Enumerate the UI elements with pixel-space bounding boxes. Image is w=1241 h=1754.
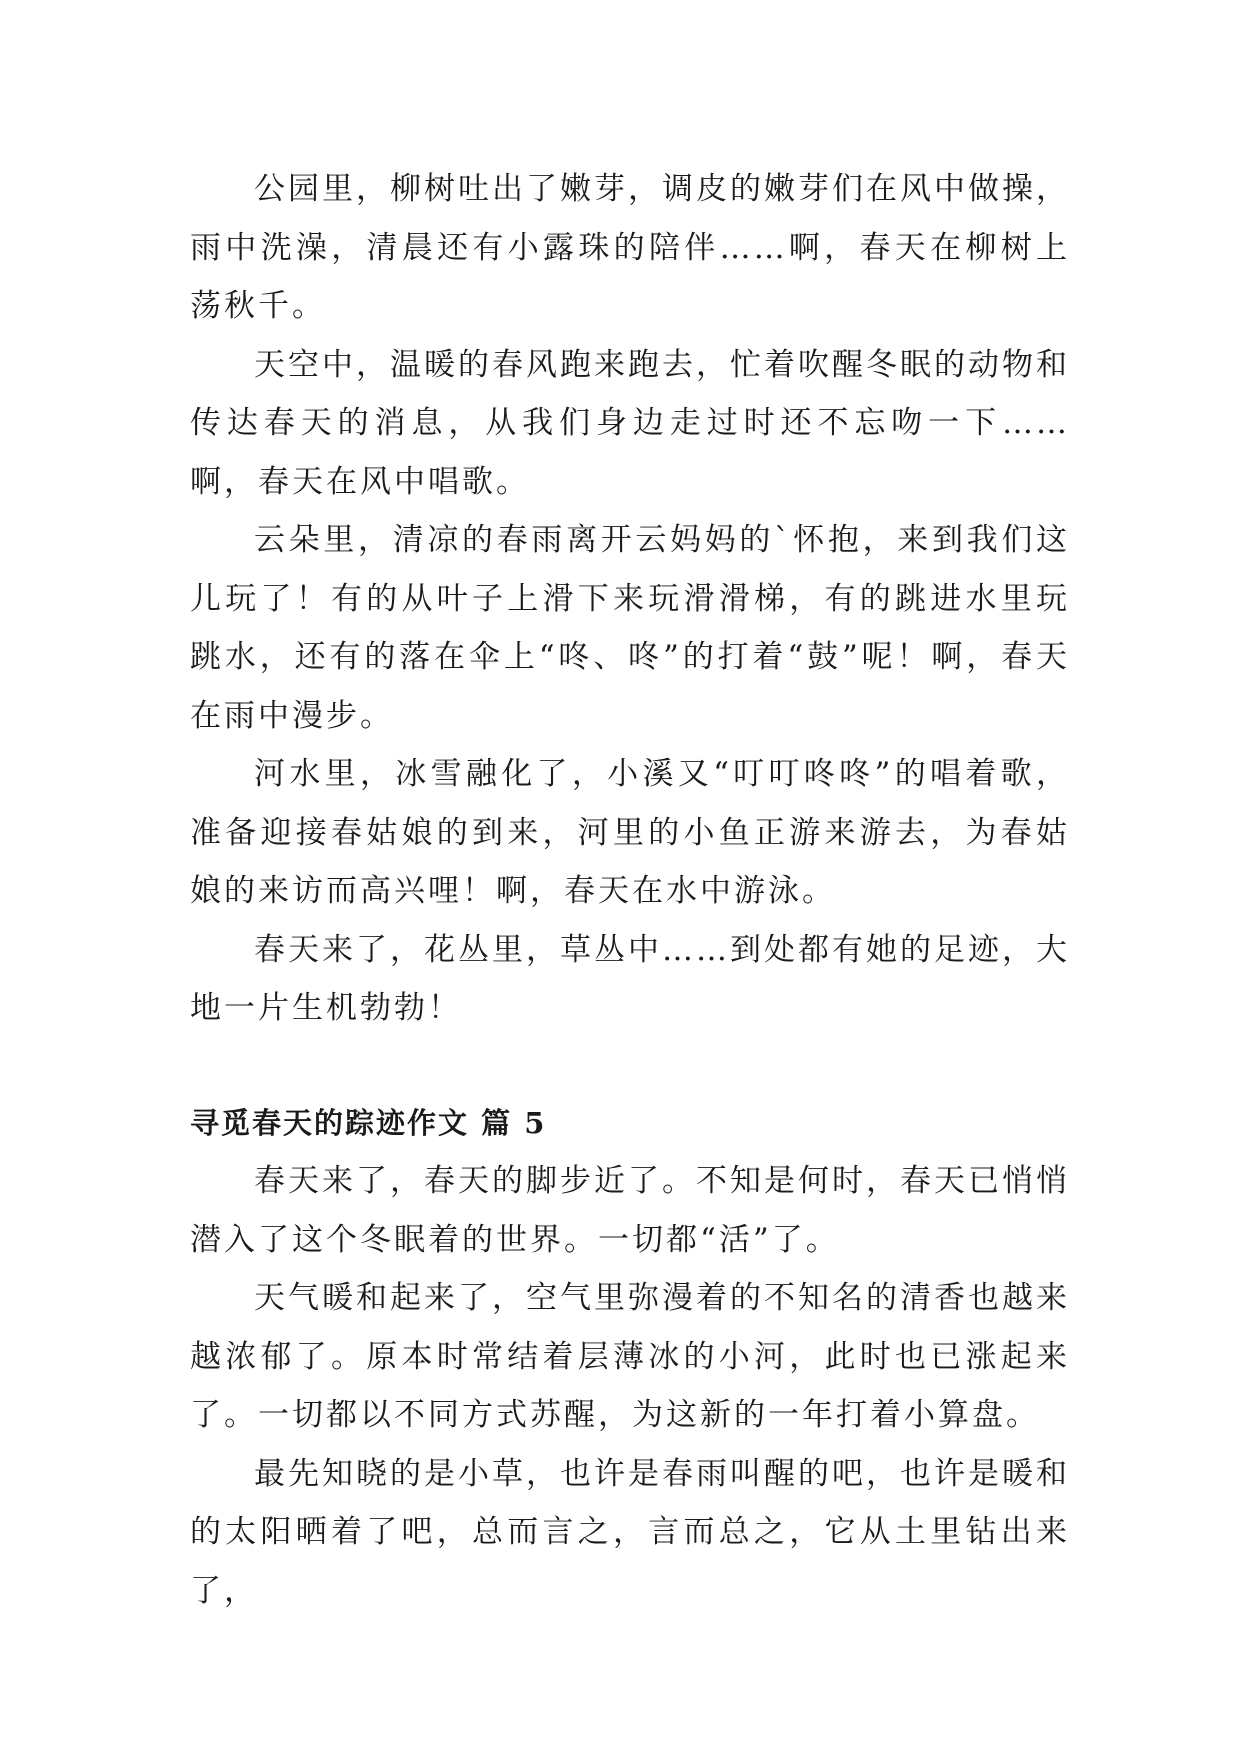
paragraph: 云朵里，清凉的春雨离开云妈妈的`怀抱，来到我们这儿玩了！有的从叶子上滑下来玩滑滑梯，有的跳进水里玩跳水，还有的落在伞上“咚、咚”的打着“鼓”呢！啊，春天在雨中漫步。 bbox=[190, 522, 1070, 734]
paragraph: 天空中，温暖的春风跑来跑去，忙着吹醒冬眠的动物和传达春天的消息，从我们身边走过时还不忘吻一下……啊，春天在风中唱歌。 bbox=[190, 346, 1070, 500]
paragraph: 最先知晓的是小草，也许是春雨叫醒的吧，也许是暖和的太阳晒着了吧，总而言之，言而总之，它从土里钻出来了， bbox=[190, 1455, 1070, 1609]
document-page bbox=[190, 160, 1070, 1620]
section-heading: 寻觅春天的踪迹作文 篇 5 bbox=[190, 1105, 547, 1140]
paragraph: 河水里，冰雪融化了，小溪又“叮叮咚咚”的唱着歌，准备迎接春姑娘的到来，河里的小鱼正游来游去，为春姑娘的来访而高兴哩！啊，春天在水中游泳。 bbox=[190, 756, 1070, 909]
paragraph: 天气暖和起来了，空气里弥漫着的不知名的清香也越来越浓郁了。原本时常结着层薄冰的小河，此时也已涨起来了。一切都以不同方式苏醒，为这新的一年打着小算盘。 bbox=[190, 1280, 1070, 1433]
paragraph: 春天来了，花丛里，草丛中……到处都有她的足迹，大地一片生机勃勃！ bbox=[190, 931, 1070, 1026]
paragraph: 春天来了，春天的脚步近了。不知是何时，春天已悄悄潜入了这个冬眠着的世界。一切都“活”了。 bbox=[190, 1163, 1070, 1258]
paragraph: 公园里，柳树吐出了嫩芽，调皮的嫩芽们在风中做操，雨中洗澡，清晨还有小露珠的陪伴……啊，春天在柳树上荡秋千。 bbox=[190, 171, 1070, 324]
